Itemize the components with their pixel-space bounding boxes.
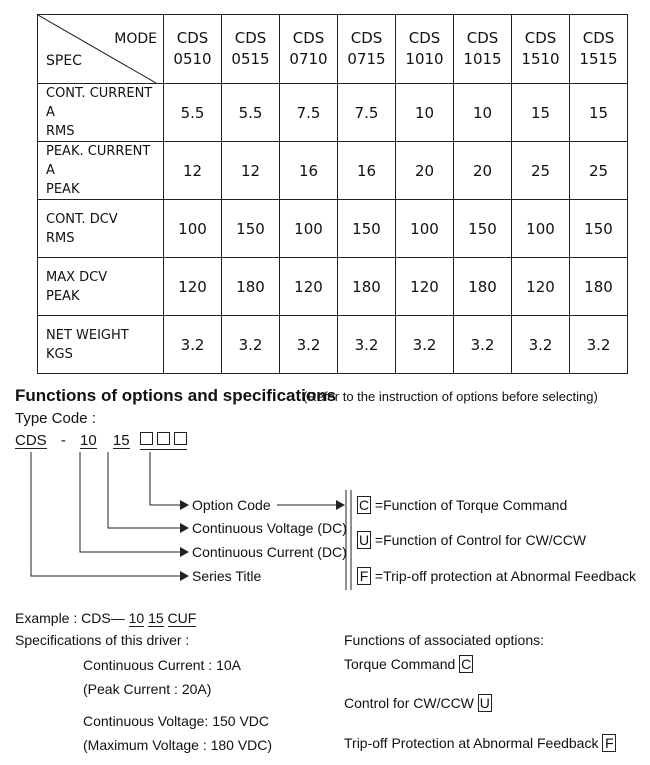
table-cell: 12 bbox=[164, 142, 222, 200]
section-title: Functions of options and specifications bbox=[15, 386, 337, 405]
table-cell: 12 bbox=[222, 142, 280, 200]
table-cell: 3.2 bbox=[338, 316, 396, 374]
table-cell: 150 bbox=[222, 200, 280, 258]
table-cell: 3.2 bbox=[222, 316, 280, 374]
table-cell: 3.2 bbox=[570, 316, 628, 374]
func-torque: Torque Command C bbox=[344, 656, 472, 672]
table-cell: 180 bbox=[454, 258, 512, 316]
mode-label: MODE bbox=[114, 31, 157, 47]
example-code: Example : CDS— 10 15 CUF bbox=[15, 610, 197, 626]
table-cell: 150 bbox=[454, 200, 512, 258]
table-cell: 100 bbox=[164, 200, 222, 258]
model-header: CDS 1515 bbox=[570, 15, 628, 84]
spec-peak-current: (Peak Current : 20A) bbox=[83, 681, 212, 697]
option-f: F =Trip-off protection at Abnormal Feedback bbox=[357, 567, 636, 585]
table-cell: 15 bbox=[570, 84, 628, 142]
table-cell: 180 bbox=[570, 258, 628, 316]
table-cell: 120 bbox=[280, 258, 338, 316]
table-cell: 100 bbox=[396, 200, 454, 258]
table-cell: 25 bbox=[512, 142, 570, 200]
table-cell: 10 bbox=[454, 84, 512, 142]
table-cell: 7.5 bbox=[338, 84, 396, 142]
model-header: CDS 0710 bbox=[280, 15, 338, 84]
table-cell: 100 bbox=[280, 200, 338, 258]
table-cell: 20 bbox=[396, 142, 454, 200]
spec-title: Specifications of this driver : bbox=[15, 632, 190, 648]
code-current: 10 bbox=[80, 432, 97, 449]
code-dash: - bbox=[60, 432, 66, 449]
model-header: CDS 0515 bbox=[222, 15, 280, 84]
table-cell: 100 bbox=[512, 200, 570, 258]
spec-label: SPEC bbox=[46, 53, 82, 69]
func-trip-off: Trip-off Protection at Abnormal Feedback F bbox=[344, 734, 616, 752]
label-continuous-voltage: Continuous Voltage (DC) bbox=[192, 520, 347, 536]
table-cell: 7.5 bbox=[280, 84, 338, 142]
option-u: U =Function of Control for CW/CCW bbox=[358, 532, 587, 548]
table-cell: 180 bbox=[222, 258, 280, 316]
table-cell: 120 bbox=[164, 258, 222, 316]
table-cell: 3.2 bbox=[164, 316, 222, 374]
func-title: Functions of associated options: bbox=[344, 632, 545, 648]
table-cell: 3.2 bbox=[512, 316, 570, 374]
row-label: NET WEIGHT KGS bbox=[38, 316, 164, 374]
label-option-code: Option Code bbox=[192, 497, 271, 513]
model-header: CDS 1010 bbox=[396, 15, 454, 84]
table-cell: 3.2 bbox=[396, 316, 454, 374]
label-series-title: Series Title bbox=[192, 568, 262, 584]
table-cell: 15 bbox=[512, 84, 570, 142]
model-header: CDS 0715 bbox=[338, 15, 396, 84]
spec-cont-voltage: Continuous Voltage: 150 VDC bbox=[83, 713, 270, 729]
code-voltage: 15 bbox=[112, 432, 130, 449]
row-label: CONT. CURRENT A RMS bbox=[38, 84, 164, 142]
table-cell: 16 bbox=[280, 142, 338, 200]
table-cell: 16 bbox=[338, 142, 396, 200]
row-label: PEAK. CURRENT A PEAK bbox=[38, 142, 164, 200]
table-cell: 3.2 bbox=[280, 316, 338, 374]
table-cell: 150 bbox=[570, 200, 628, 258]
model-header: CDS 1510 bbox=[512, 15, 570, 84]
table-cell: 20 bbox=[454, 142, 512, 200]
label-continuous-current: Continuous Current (DC) bbox=[192, 544, 347, 560]
table-cell: 10 bbox=[396, 84, 454, 142]
table-cell: 25 bbox=[570, 142, 628, 200]
model-header: CDS 1015 bbox=[454, 15, 512, 84]
spec-max-voltage: (Maximum Voltage : 180 VDC) bbox=[83, 737, 273, 753]
table-cell: 120 bbox=[396, 258, 454, 316]
row-label: CONT. DCV RMS bbox=[38, 200, 164, 258]
type-code-label: Type Code : bbox=[15, 410, 96, 427]
model-header: CDS 0510 bbox=[164, 15, 222, 84]
table-cell: 5.5 bbox=[222, 84, 280, 142]
code-series: CDS bbox=[15, 432, 47, 449]
spec-cont-current: Continuous Current : 10A bbox=[83, 657, 241, 673]
func-cw-ccw: Control for CW/CCW U bbox=[344, 695, 490, 711]
table-cell: 180 bbox=[338, 258, 396, 316]
option-c: C =Function of Torque Command bbox=[358, 497, 568, 513]
table-cell: 150 bbox=[338, 200, 396, 258]
table-cell: 3.2 bbox=[454, 316, 512, 374]
section-note: (Refer to the instruction of options before selecting) bbox=[303, 389, 598, 404]
table-cell: 120 bbox=[512, 258, 570, 316]
row-label: MAX DCV PEAK bbox=[38, 258, 164, 316]
table-cell: 5.5 bbox=[164, 84, 222, 142]
